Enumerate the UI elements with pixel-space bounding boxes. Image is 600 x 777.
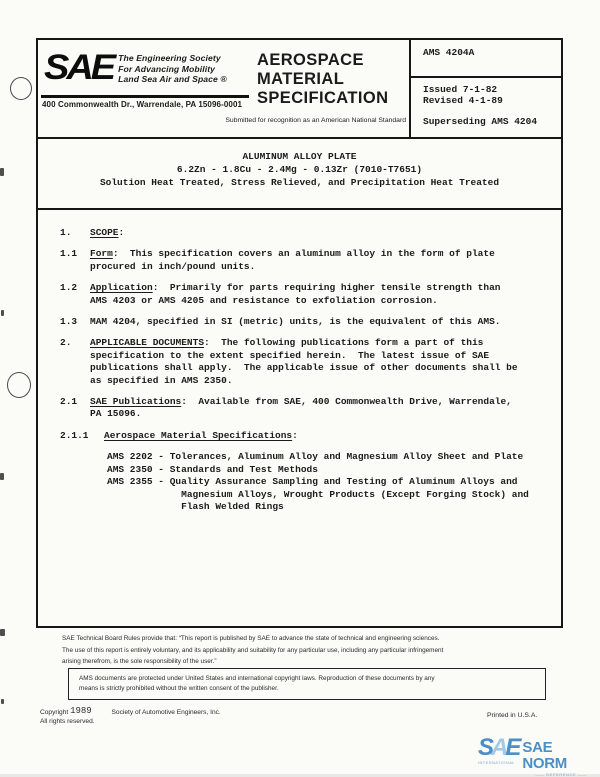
copyright-notice-box: [68, 668, 546, 700]
sae-norm-wordmark: SAE NORM: [522, 739, 568, 772]
section-text: SCOPE:: [90, 227, 125, 238]
sae-norm-glyph-block: [478, 734, 519, 765]
section-paragraph: [60, 316, 551, 328]
scan-artifact: [1, 310, 4, 316]
doc-type-line: AEROSPACE: [257, 51, 364, 69]
punch-hole-mark: [7, 372, 31, 398]
section-text: Form: This specification covers an aluminum alloy in the form of plate procured in inch/pound units.: [90, 248, 495, 272]
sae-norm-logo: [478, 734, 600, 777]
sae-norm-name-block: [522, 737, 600, 777]
sae-logo-block: [44, 50, 227, 86]
board-rules-line: arising therefrom, is the sole responsibility of the user.”: [62, 658, 217, 666]
doc-type-line: SPECIFICATION: [257, 89, 389, 107]
scan-artifact: [0, 629, 5, 636]
sae-norm-subtext-right: —— REFERENCE ——: [535, 772, 588, 777]
spec-title-line: ALUMINUM ALLOY PLATE: [242, 151, 357, 162]
technical-board-rules-note: [62, 633, 560, 668]
copyright-notice-line: means is strictly prohibited without the written consent of the publisher.: [79, 684, 279, 692]
revised-date: Revised 4-1-89: [423, 95, 503, 106]
section-text: Aerospace Material Specifications:: [104, 429, 298, 441]
copyright-year: 1989: [70, 706, 92, 716]
section-number: [60, 451, 107, 513]
sae-norm-subtext-left: INTERNATIONAL: [478, 760, 515, 765]
tagline-line: For Advancing Mobility: [118, 63, 216, 74]
section-text: APPLICABLE DOCUMENTS: The following publications form a part of this specification to the extent specified herein. The latest issue of SAE publications shall apply. The applicable issue of other documents shall be as specified in AMS 2350.: [90, 337, 518, 386]
section-paragraph: [60, 337, 551, 387]
spec-composition-line: 6.2Zn - 1.8Cu - 2.4Mg - 0.13Zr (7010-T7651): [176, 164, 423, 175]
header-right-divider: [411, 76, 563, 78]
sae-address: 400 Commonwealth Dr., Warrendale, PA 15096-0001: [42, 100, 243, 109]
copyright-notice-line: AMS documents are protected under United States and international copyright laws. Reproduction of these documents by any: [79, 675, 435, 682]
section-number: 1.2: [60, 282, 78, 294]
section-text: MAM 4204, specified in SI (metric) units, is the equivalent of this AMS.: [90, 316, 501, 328]
body-sections: [60, 227, 551, 513]
rights-reserved: All rights reserved.: [40, 718, 95, 725]
sae-tagline: [118, 53, 227, 85]
section-number: 2.: [60, 337, 72, 349]
scan-artifact: [0, 473, 4, 480]
tagline-line: Land Sea Air and Space ®: [118, 74, 227, 85]
section-paragraph: [60, 248, 551, 273]
spec-condition-line: Solution Heat Treated, Stress Relieved, and Precipitation Heat Treated: [99, 177, 500, 188]
superseding-note: Superseding AMS 4204: [423, 116, 538, 127]
copyright-word: Copyright: [40, 709, 69, 716]
section-paragraph: [60, 430, 551, 442]
printed-in-usa: Printed in U.S.A.: [487, 712, 538, 719]
sae-norm-glyph: SAE: [478, 734, 519, 761]
section-text: SAE Publications: Available from SAE, 400 Commonwealth Drive, Warrendale, PA 15096.: [90, 396, 512, 420]
copyright-holder: Society of Automotive Engineers, Inc.: [111, 709, 221, 716]
section-number: 1.: [60, 227, 72, 238]
board-rules-line: SAE Technical Board Rules provide that: “This report is published by SAE to advance the state of technical and engineering sciences.: [62, 635, 440, 642]
header-right-column: [409, 40, 563, 137]
title-block: [38, 137, 561, 208]
copyright-line: [40, 706, 221, 725]
issued-date: Issued 7-1-82: [423, 84, 498, 95]
reference-list: [60, 451, 551, 513]
scan-artifact: [0, 168, 4, 176]
spec-number: AMS 4204A: [423, 47, 475, 58]
section-number: 1.3: [60, 316, 78, 328]
tagline-line: The Engineering Society: [118, 53, 221, 63]
logo-divider-rule: [41, 95, 249, 98]
section-paragraph: [60, 282, 551, 307]
section-text: Application: Primarily for parts requiring higher tensile strength than AMS 4203 or AMS 4205 and resistance to exfoliation corrosion.: [90, 282, 501, 306]
punch-hole-mark: [10, 77, 32, 100]
board-rules-line: The use of this report is entirely voluntary, and its applicability and suitability for any particular use, including any particular infringement: [62, 646, 444, 654]
sae-logo: SAE: [44, 48, 114, 88]
spec-body: [38, 208, 561, 513]
section-number: 2.1.1: [60, 429, 89, 441]
header: [38, 40, 561, 137]
spec-sheet-frame: [36, 38, 563, 628]
section-text: AMS 2202 - Tolerances, Aluminum Alloy and Magnesium Alloy Sheet and Plate AMS 2350 - Standards and Test Methods AMS 2355 - Quality Assurance Sampling and Testing of Aluminum Alloys and Magnesium Alloys, Wrought Products (Except Forging Stock) and Flash Welded Rings: [107, 451, 529, 512]
section-number: 2.1: [60, 396, 78, 408]
section-paragraph: [60, 227, 551, 239]
doc-type-line: MATERIAL: [257, 70, 345, 88]
ansi-submission-note: Submitted for recognition as an American National Standard: [225, 117, 406, 124]
section-number: 1.1: [60, 248, 78, 260]
section-paragraph: [60, 396, 551, 421]
scan-artifact: [1, 699, 4, 704]
document-type-title: [257, 51, 388, 108]
